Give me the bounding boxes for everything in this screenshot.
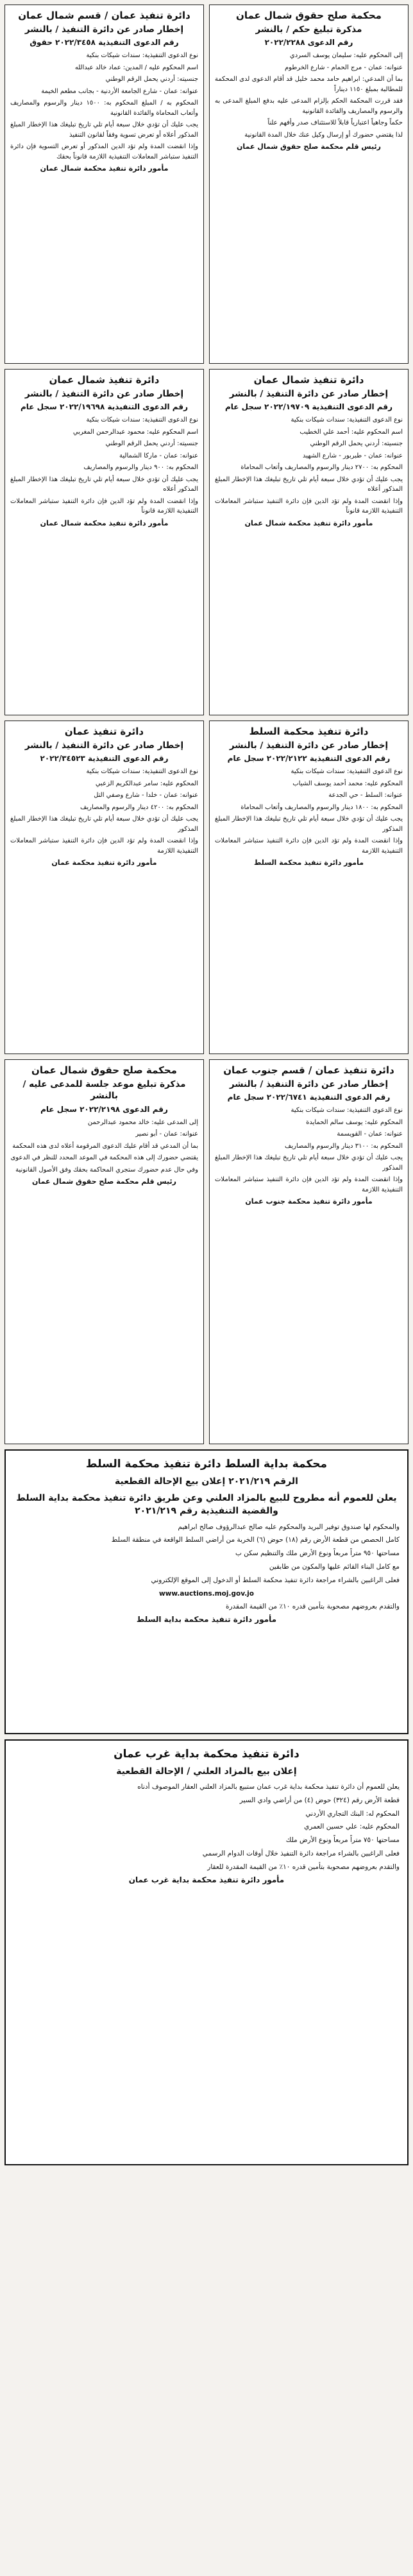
- notice-subtitle: إخطار صادر عن دائرة التنفيذ / بالنشر: [24, 24, 184, 35]
- notice-title: دائرة تنفيذ شمال عمان: [253, 374, 364, 386]
- notice-line: نوع الدعوى التنفيذية: سندات شيكات بنكية: [86, 768, 198, 776]
- notice-case-number: رقم الدعوى التنفيذية ٢٠٢٢/١٩٦٩٨ سجل عام: [21, 402, 188, 412]
- notice-subtitle: إخطار صادر عن دائرة التنفيذ / بالنشر: [24, 740, 184, 751]
- notice-case-number: رقم الدعوى التنفيذية ٢٠٢٢/٢١٢٢ سجل عام: [227, 754, 391, 763]
- notice-subtitle: إخطار صادر عن دائرة التنفيذ / بالنشر: [229, 1079, 389, 1090]
- notice-line: عنوانه: عمان - مرج الحمام - شارع الخرطوم: [284, 64, 403, 71]
- notice-footer: مأمور دائرة تنفيذ محكمة شمال عمان: [40, 518, 169, 527]
- notice-line: المحكوم به: ٢٧٠٠ دينار والرسوم والمصاريف وأتعاب المحاماة: [240, 464, 403, 472]
- notice-line: جنسيته: أردني يحمل الرقم الوطني: [105, 440, 198, 448]
- notices-row-3: [4, 721, 409, 1054]
- notice-line: وإذا انقضت المدة ولم تؤد الدين فإن دائرة التنفيذ ستباشر المعاملات التنفيذية اللازمة قانوناً: [10, 497, 198, 515]
- notices-row-4: [4, 1059, 409, 1444]
- notice-line: فقد قررت المحكمة الحكم بإلزام المدعى عليه بدفع المبلغ المدعى به والرسوم والمصاريف والفائدة القانونية: [215, 98, 403, 115]
- notice-line: يجب عليك أن تؤدي خلال سبعة أيام تلي تاريخ تبليغك هذا الإخطار المبلغ المذكور: [215, 1154, 403, 1172]
- notice-line: بما أن المدعي قد أقام عليك الدعوى المرقومة أعلاه لدى هذه المحكمة: [12, 1142, 198, 1150]
- notice-line: إلى المحكوم عليه: سليمان يوسف السردي: [289, 52, 403, 60]
- auction-footer: مأمور دائرة تنفيذ محكمة بداية غرب عمان: [128, 1875, 285, 1884]
- notice-title: دائرة تنفيذ عمان / قسم جنوب عمان: [223, 1064, 394, 1076]
- notice-title: محكمة صلح حقوق شمال عمان: [31, 1064, 177, 1076]
- notice-footer: مأمور دائرة تنفيذ محكمة شمال عمان: [40, 164, 169, 173]
- notice-line: المحكوم به: ٩٠٠ دينار والرسوم والمصاريف: [83, 464, 198, 472]
- notice-title: دائرة تنفيذ عمان: [64, 726, 144, 737]
- notice-line: وإذا انقضت المدة ولم تؤد الدين فإن دائرة التنفيذ ستباشر المعاملات التنفيذية اللازمة قانوناً: [215, 497, 403, 515]
- notice-line: يجب عليك أن تؤدي خلال سبعة أيام تلي تاريخ تبليغك هذا الإخطار المبلغ المذكور أعلاه: [215, 475, 403, 493]
- notice-line: يجب عليك أن تؤدي خلال سبعة أيام تلي تاريخ تبليغك هذا الإخطار المبلغ المذكور: [10, 815, 198, 833]
- auction-line: كامل الحصص من قطعة الأرض رقم (١٨) حوض (٦) الخربة من أراضي السلط الواقعة في منطقة السلط: [111, 1536, 400, 1544]
- notice-footer: رئيس قلم محكمة صلح حقوق شمال عمان: [32, 1177, 176, 1186]
- auction-footer: مأمور دائرة تنفيذ محكمة بداية السلط: [136, 1615, 277, 1625]
- notice-line: عنوانه: عمان - أبو نصير: [135, 1130, 198, 1138]
- auction-line: المحكوم له: البنك التجاري الأردني: [305, 1809, 400, 1818]
- notice-title: دائرة تنفيذ محكمة السلط: [249, 726, 369, 737]
- notice-line: المحكوم به / المبلغ المحكوم به: ١٥٠٠ دينار والرسوم والمصاريف وأتعاب المحاماة والفائدة القانونية: [10, 99, 198, 117]
- notice-line: وإذا انقضت المدة ولم تؤد الدين فإن دائرة التنفيذ ستباشر المعاملات التنفيذية اللازمة: [10, 837, 198, 855]
- notice-line: نوع الدعوى التنفيذية: سندات شيكات بنكية: [86, 52, 198, 60]
- notice-card: [4, 4, 204, 364]
- notice-footer: مأمور دائرة تنفيذ محكمة جنوب عمان: [245, 1197, 373, 1206]
- notice-line: اسم المحكوم عليه: أحمد علي الخطيب: [299, 428, 403, 436]
- notice-footer: مأمور دائرة تنفيذ محكمة عمان: [51, 858, 157, 867]
- notice-title: محكمة صلح حقوق شمال عمان: [236, 10, 382, 21]
- auction-line: مع كامل البناء القائم عليها والمكون من طابقين: [269, 1563, 400, 1571]
- auction-line: يعلن للعموم أن دائرة تنفيذ محكمة بداية غرب عمان ستبيع بالمزاد العلني العقار الموصوف أدناه: [137, 1783, 400, 1791]
- auction-line: المحكوم عليه: علي حسين العمري: [304, 1823, 400, 1831]
- notice-line: وفي حال عدم حضورك ستجري المحاكمة بحقك وفق الأصول القانونية: [15, 1166, 198, 1173]
- notice-line: بما أن المدعي: ابراهيم حامد محمد خليل قد أقام الدعوى لدى المحكمة للمطالبة بمبلغ ١١٥٠ ديناراً: [215, 76, 403, 93]
- notice-subtitle: مذكرة تبليغ حكم / بالنشر: [255, 24, 362, 35]
- notice-line: عنوانه: عمان - خلدا - شارع وصفي التل: [94, 792, 198, 799]
- notice-line: عنوانه: عمان - القويسمة: [337, 1130, 403, 1138]
- auction-title: محكمة بداية السلط دائرة تنفيذ محكمة السلط: [85, 1458, 328, 1471]
- notice-case-number: رقم الدعوى ٢٠٢٢/٢١٩٨ سجل عام: [40, 1104, 168, 1114]
- auction-subtitle: إعلان بيع بالمزاد العلني / الإحالة القطعية: [116, 1766, 297, 1777]
- auction-line: والتقدم بعروضهم مصحوبة بتأمين قدره ١٠٪ من القيمة المقدرة للعقار: [207, 1863, 400, 1871]
- notice-line: نوع الدعوى التنفيذية: سندات شيكات بنكية: [86, 416, 198, 424]
- newspaper-notices-page: [4, 4, 409, 2567]
- notice-line: نوع الدعوى التنفيذية: سندات شيكات بنكية: [291, 768, 403, 776]
- notice-line: وإذا انقضت المدة ولم تؤد الدين فإن دائرة التنفيذ ستباشر المعاملات التنفيذية اللازمة: [215, 1176, 403, 1193]
- notice-footer: مأمور دائرة تنفيذ محكمة السلط: [253, 858, 364, 867]
- auction-line: والمحكوم لها صندوق توفير البريد والمحكوم عليه صالح عبدالرؤوف صالح ابراهيم: [178, 1523, 400, 1531]
- notice-line: لذا يقتضي حضورك أو إرسال وكيل عنك خلال المدة القانونية: [244, 131, 403, 139]
- notice-subtitle: إخطار صادر عن دائرة التنفيذ / بالنشر: [229, 389, 389, 400]
- notice-line: المحكوم به: ٤٢٠٠ دينار والرسوم والمصاريف: [80, 803, 198, 811]
- auction-lead: يعلن للعموم أنه مطروح للبيع بالمزاد العلني وعن طريق دائرة تنفيذ محكمة بداية السلط والقضية التنفيذية رقم ٢٠٢١/٢١٩: [16, 1493, 397, 1517]
- notice-subtitle: مذكرة تبليغ موعد جلسة للمدعى عليه / بالنشر: [22, 1079, 186, 1102]
- notice-line: عنوانه: السلط - حي الجدعة: [328, 792, 403, 799]
- notice-subtitle: إخطار صادر عن دائرة التنفيذ / بالنشر: [24, 389, 184, 400]
- auction-line: قطعة الأرض رقم (٣٢٤) حوض (٤) من أراضي وادي السير: [239, 1796, 400, 1804]
- notice-case-number: رقم الدعوى التنفيذية ٢٠٢٢/١٩٧٠٩ سجل عام: [225, 402, 392, 412]
- notice-case-number: رقم الدعوى ٢٠٢٢/٢٢٨٨: [264, 38, 353, 47]
- notice-card: [209, 1059, 409, 1444]
- notices-row-2: [4, 369, 409, 715]
- notice-line: نوع الدعوى التنفيذية: سندات شيكات بنكية: [291, 416, 403, 424]
- auction-line: والتقدم بعروضهم مصحوبة بتأمين قدره ١٠٪ من القيمة المقدرة: [225, 1603, 400, 1611]
- notice-card: [209, 4, 409, 364]
- notice-line: يجب عليك أن تؤدي خلال سبعة أيام تلي تاريخ تبليغك هذا الإخطار المبلغ المذكور أعلاه أو تعرض تسوية وفقاً لقانون التنفيذ: [10, 121, 198, 139]
- notice-card: [4, 721, 204, 1054]
- notice-line: عنوانه: عمان - شارع الجامعة الأردنية - بجانب مطعم الخيمة: [41, 87, 198, 95]
- auction-line: فعلى الراغبين بالشراء مراجعة دائرة التنفيذ خلال أوقات الدوام الرسمي: [202, 1850, 400, 1858]
- notice-case-number: رقم الدعوى التنفيذية ٢٠٢٢/٣٤٥٢٣: [40, 754, 169, 763]
- notice-line: وإذا انقضت المدة ولم تؤد الدين فإن دائرة التنفيذ ستباشر المعاملات التنفيذية اللازمة: [215, 837, 403, 855]
- notice-line: إلى المدعى عليه: خالد محمود عبدالرحمن: [87, 1118, 198, 1126]
- notice-line: اسم المحكوم عليه / المدين: عماد خالد عبدالله: [74, 64, 198, 71]
- notice-title: دائرة تنفيذ عمان / قسم شمال عمان: [18, 10, 190, 21]
- notice-case-number: رقم الدعوى التنفيذية ٢٠٢٢/٦٧٤١ سجل عام: [227, 1093, 391, 1102]
- auction-line: فعلى الراغبين بالشراء مراجعة دائرة تنفيذ محكمة السلط أو الدخول إلى الموقع الإلكتروني: [151, 1576, 400, 1584]
- notice-line: وإذا انقضت المدة ولم تؤد الدين المذكور أو تعرض التسوية فإن دائرة التنفيذ ستباشر المعاملات التنفيذية اللازمة قانوناً بحقك: [10, 143, 198, 160]
- notice-title: دائرة تنفيذ شمال عمان: [49, 374, 160, 386]
- notice-line: يجب عليك أن تؤدي خلال سبعة أيام تلي تاريخ تبليغك هذا الإخطار المبلغ المذكور أعلاه: [10, 475, 198, 493]
- notice-footer: مأمور دائرة تنفيذ محكمة شمال عمان: [244, 518, 373, 527]
- notice-line: المحكوم عليه: يوسف سالم الحمايدة: [306, 1118, 403, 1126]
- notice-card: [209, 721, 409, 1054]
- notice-line: نوع الدعوى التنفيذية: سندات شيكات بنكية: [291, 1107, 403, 1114]
- notice-line: المحكوم به: ١٨٠٠ دينار والرسوم والمصاريف وأتعاب المحاماة: [240, 803, 403, 811]
- notice-line: حكماً وجاهياً اعتبارياً قابلاً للاستئناف صدر وأفهم علناً: [267, 119, 403, 127]
- notice-line: المحكوم عليه: محمد أحمد يوسف الشياب: [292, 780, 403, 787]
- notice-line: عنوانه: عمان - طبربور - شارع الشهيد: [303, 452, 403, 459]
- notice-line: اسم المحكوم عليه: محمود عبدالرحمن المغربي: [72, 428, 198, 436]
- notice-line: المحكوم عليه: سامر عبدالكريم الزعبي: [95, 780, 198, 787]
- auction-title: دائرة تنفيذ محكمة بداية غرب عمان: [114, 1748, 299, 1761]
- notice-subtitle: إخطار صادر عن دائرة التنفيذ / بالنشر: [229, 740, 389, 751]
- notice-line: عنوانه: عمان - ماركا الشمالية: [119, 452, 198, 459]
- notice-line: جنسيته: أردني يحمل الرقم الوطني: [310, 440, 403, 448]
- auction-notice: [4, 1449, 409, 1734]
- auction-line: مساحتها ٧٥٠ متراً مربعاً ونوع الأرض ملك: [285, 1836, 400, 1845]
- notices-row-1: [4, 4, 409, 364]
- notice-card: [4, 369, 204, 715]
- notice-footer: رئيس قلم محكمة صلح حقوق شمال عمان: [237, 142, 381, 151]
- notice-line: المحكوم به: ٣١٠٠ دينار والرسوم والمصاريف: [285, 1142, 403, 1150]
- notice-card: [4, 1059, 204, 1444]
- notice-line: جنسيته: أردني يحمل الرقم الوطني: [105, 76, 198, 83]
- auction-line: مساحتها ٩٥٠ متراً مربعاً ونوع الأرض ملك والتنظيم سكن ب: [235, 1549, 400, 1558]
- notice-card: [209, 369, 409, 715]
- auction-notice-2: [4, 1739, 409, 2165]
- auction-subtitle: الرقم ٢٠٢١/٢١٩ إعلان بيع الإحالة القطعية: [115, 1476, 298, 1487]
- notice-line: يجب عليك أن تؤدي خلال سبعة أيام تلي تاريخ تبليغك هذا الإخطار المبلغ المذكور: [215, 815, 403, 833]
- notice-case-number: رقم الدعوى التنفيذية ٢٠٢٢/٣٤٥٨ حقوق: [30, 38, 179, 47]
- notice-line: يقتضي حضورك إلى هذه المحكمة في الموعد المحدد للنظر في الدعوى: [10, 1154, 198, 1162]
- auction-link[interactable]: www.auctions.moj.gov.jo: [158, 1589, 254, 1598]
